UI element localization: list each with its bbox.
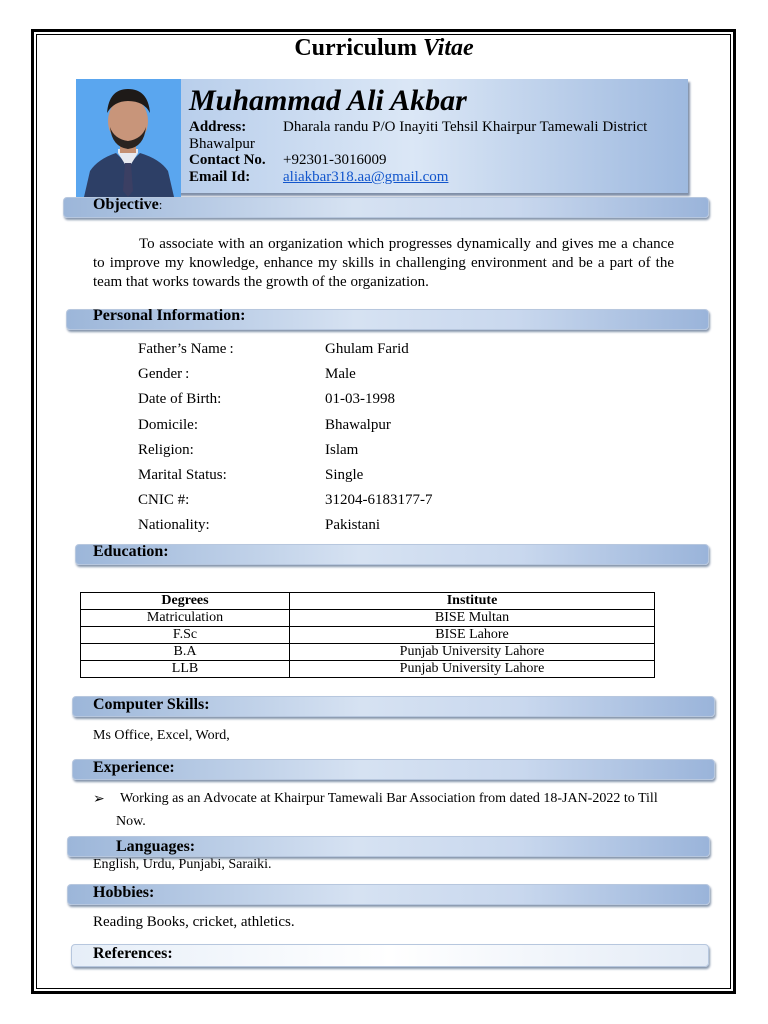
personal-info-label: Domicile: — [138, 416, 198, 433]
personal-info-value: Male — [325, 366, 356, 383]
objective-heading — [93, 196, 162, 214]
personal-info-value: Islam — [325, 441, 359, 458]
references-heading: References: — [93, 945, 173, 962]
table-row — [81, 610, 655, 627]
personal-info-label: Date of Birth: — [138, 391, 222, 408]
education-table — [80, 592, 655, 678]
title-italic: Vitae — [423, 35, 474, 61]
languages-heading: Languages: — [116, 838, 196, 855]
computer-skills-heading: Computer Skills: — [93, 696, 210, 713]
degree-cell: LLB — [81, 661, 290, 678]
degree-cell: Matriculation — [81, 610, 290, 627]
document-title — [0, 35, 768, 62]
computer-skills-text: Ms Office, Excel, Word, — [93, 728, 230, 743]
table-row — [81, 661, 655, 678]
institute-cell: Punjab University Lahore — [290, 644, 655, 661]
col-degrees: Degrees — [81, 593, 290, 610]
personal-info-label: Nationality: — [138, 517, 210, 534]
email-line — [189, 169, 448, 186]
table-row — [81, 627, 655, 644]
email-label: Email Id: — [189, 169, 251, 185]
table-header-row — [81, 593, 655, 610]
address-continued: Bhawalpur — [189, 136, 255, 152]
profile-photo — [76, 79, 181, 197]
personal-info-value: 31204-6183177-7 — [325, 492, 433, 509]
hobbies-heading: Hobbies: — [93, 884, 155, 901]
institute-cell: BISE Lahore — [290, 627, 655, 644]
institute-cell: BISE Multan — [290, 610, 655, 627]
experience-line2: Now. — [116, 814, 146, 829]
education-bar — [75, 544, 709, 565]
hobbies-text: Reading Books, cricket, athletics. — [93, 914, 295, 930]
institute-cell: Punjab University Lahore — [290, 661, 655, 678]
personal-info-label: Marital Status: — [138, 467, 227, 483]
table-row — [81, 644, 655, 661]
objective-colon: : — [158, 197, 163, 212]
objective-heading-text: Objective — [93, 196, 159, 213]
objective-text: To associate with an organization which progresses dynamically and gives me a chance to improve my knowledge, enhance my skills in challenging environment and be a part of the team that works towards the growth of the organization. — [93, 236, 674, 290]
title-main: Curriculum — [294, 35, 417, 61]
personal-info-label: Gender : — [138, 366, 190, 383]
experience-heading: Experience: — [93, 759, 175, 776]
personal-info-value: Pakistani — [325, 517, 380, 534]
personal-info-label: CNIC #: — [138, 492, 190, 509]
education-heading: Education: — [93, 543, 169, 560]
personal-info-value: Single — [325, 467, 364, 483]
degree-cell: B.A — [81, 644, 290, 661]
contact-value: +92301-3016009 — [283, 152, 387, 168]
degree-cell: F.Sc — [81, 627, 290, 644]
hobbies-bar — [67, 884, 710, 905]
personal-info-value: 01-03-1998 — [325, 391, 395, 408]
personal-info-value: Ghulam Farid — [325, 341, 409, 357]
personal-info-value: Bhawalpur — [325, 416, 391, 433]
personal-info-heading: Personal Information: — [93, 307, 246, 324]
address-label: Address: — [189, 119, 247, 135]
experience-line1: Working as an Advocate at Khairpur Tamewali Bar Association from dated 18-JAN-2022 to Till — [120, 791, 658, 806]
contact-label: Contact No. — [189, 152, 266, 168]
candidate-name: Muhammad Ali Akbar — [189, 84, 467, 117]
personal-info-label: Religion: — [138, 441, 194, 458]
languages-text: English, Urdu, Punjabi, Saraiki. — [93, 857, 272, 872]
col-institute: Institute — [290, 593, 655, 610]
address-line — [189, 119, 647, 136]
email-link[interactable]: aliakbar318.aa@gmail.com — [283, 169, 449, 185]
personal-info-label: Father’s Name : — [138, 341, 234, 357]
bullet-icon: ➢ — [93, 792, 105, 807]
address-value: Dharala randu P/O Inayiti Tehsil Khairpur Tamewali District — [283, 119, 648, 135]
contact-line — [189, 152, 386, 169]
